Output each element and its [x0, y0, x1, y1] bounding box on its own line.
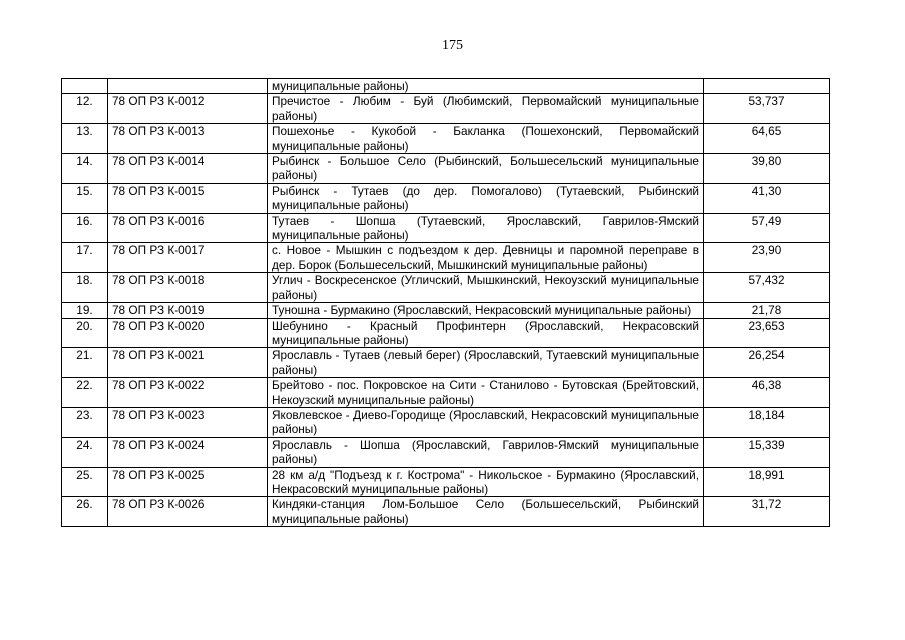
road-length: 53,737	[704, 94, 830, 124]
row-number	[62, 79, 108, 94]
table-row	[62, 94, 830, 124]
road-length: 15,339	[704, 437, 830, 467]
table-row	[62, 154, 830, 184]
road-length: 26,254	[704, 348, 830, 378]
road-code: 78 ОП РЗ К-0023	[108, 407, 268, 437]
road-code: 78 ОП РЗ К-0026	[108, 497, 268, 527]
page-number: 175	[442, 38, 463, 53]
road-length: 21,78	[704, 303, 830, 318]
road-name: Яковлевское - Диево-Городище (Ярославский, Некрасовский муниципальные районы)	[268, 407, 704, 437]
road-code: 78 ОП РЗ К-0014	[108, 154, 268, 184]
road-name: Ярославль - Шопша (Ярославский, Гаврилов-Ямский муниципальные районы)	[268, 437, 704, 467]
road-length: 31,72	[704, 497, 830, 527]
table-row	[62, 467, 830, 497]
road-length: 18,991	[704, 467, 830, 497]
road-code: 78 ОП РЗ К-0022	[108, 378, 268, 408]
roads-table	[61, 78, 830, 527]
road-name: Пречистое - Любим - Буй (Любимский, Первомайский муниципальные районы)	[268, 94, 704, 124]
row-number: 16.	[62, 213, 108, 243]
road-code: 78 ОП РЗ К-0025	[108, 467, 268, 497]
row-number: 14.	[62, 154, 108, 184]
road-length: 18,184	[704, 407, 830, 437]
road-name: Пошехонье - Кукобой - Бакланка (Пошехонский, Первомайский муниципальные районы)	[268, 124, 704, 154]
road-code: 78 ОП РЗ К-0012	[108, 94, 268, 124]
table-row-continuation	[62, 79, 830, 94]
road-code: 78 ОП РЗ К-0019	[108, 303, 268, 318]
row-number: 24.	[62, 437, 108, 467]
row-number: 22.	[62, 378, 108, 408]
table-row	[62, 318, 830, 348]
road-code: 78 ОП РЗ К-0017	[108, 243, 268, 273]
road-code: 78 ОП РЗ К-0013	[108, 124, 268, 154]
road-code: 78 ОП РЗ К-0021	[108, 348, 268, 378]
row-number: 19.	[62, 303, 108, 318]
row-number: 17.	[62, 243, 108, 273]
road-name: Углич - Воскресенское (Угличский, Мышкинский, Некоузский муниципальные районы)	[268, 273, 704, 303]
road-length: 64,65	[704, 124, 830, 154]
table-row	[62, 437, 830, 467]
road-name: Шебунино - Красный Профинтерн (Ярославский, Некрасовский муниципальные районы)	[268, 318, 704, 348]
table-row	[62, 497, 830, 527]
row-number: 23.	[62, 407, 108, 437]
road-name: Туношна - Бурмакино (Ярославский, Некрасовский муниципальные районы)	[268, 303, 704, 318]
table-row	[62, 183, 830, 213]
row-number: 18.	[62, 273, 108, 303]
row-number: 20.	[62, 318, 108, 348]
road-code: 78 ОП РЗ К-0018	[108, 273, 268, 303]
row-number: 21.	[62, 348, 108, 378]
road-length: 57,49	[704, 213, 830, 243]
road-name: Рыбинск - Тутаев (до дер. Помогалово) (Тутаевский, Рыбинский муниципальные районы)	[268, 183, 704, 213]
road-code: 78 ОП РЗ К-0020	[108, 318, 268, 348]
road-code: 78 ОП РЗ К-0016	[108, 213, 268, 243]
table-row	[62, 243, 830, 273]
table-row	[62, 273, 830, 303]
road-length: 23,653	[704, 318, 830, 348]
table-row	[62, 303, 830, 318]
table-row	[62, 124, 830, 154]
road-name: Тутаев - Шопша (Тутаевский, Ярославский, Гаврилов-Ямский муниципальные районы)	[268, 213, 704, 243]
road-name: Рыбинск - Большое Село (Рыбинский, Большесельский муниципальные районы)	[268, 154, 704, 184]
road-name: Брейтово - пос. Покровское на Сити - Станилово - Бутовская (Брейтовский, Некоузский муниципальные районы)	[268, 378, 704, 408]
row-number: 26.	[62, 497, 108, 527]
road-name: Ярославль - Тутаев (левый берег) (Ярославский, Тутаевский муниципальные районы)	[268, 348, 704, 378]
road-length: 41,30	[704, 183, 830, 213]
road-length: 23,90	[704, 243, 830, 273]
road-code	[108, 79, 268, 94]
table-row	[62, 213, 830, 243]
table-row	[62, 407, 830, 437]
road-name: муниципальные районы)	[268, 79, 704, 94]
road-name: Киндяки-станция Лом-Большое Село (Большесельский, Рыбинский муниципальные районы)	[268, 497, 704, 527]
row-number: 25.	[62, 467, 108, 497]
road-length: 57,432	[704, 273, 830, 303]
table-row	[62, 378, 830, 408]
road-length	[704, 79, 830, 94]
row-number: 13.	[62, 124, 108, 154]
table-row	[62, 348, 830, 378]
road-code: 78 ОП РЗ К-0024	[108, 437, 268, 467]
row-number: 15.	[62, 183, 108, 213]
road-length: 39,80	[704, 154, 830, 184]
road-name: 28 км а/д "Подъезд к г. Кострома" - Никольское - Бурмакино (Ярославский, Некрасовский муниципальные районы)	[268, 467, 704, 497]
road-name: с. Новое - Мышкин с подъездом к дер. Девницы и паромной переправе в дер. Борок (Большесельский, Мышкинский муниципальные районы)	[268, 243, 704, 273]
row-number: 12.	[62, 94, 108, 124]
roads-table-body	[62, 79, 830, 527]
road-code: 78 ОП РЗ К-0015	[108, 183, 268, 213]
road-length: 46,38	[704, 378, 830, 408]
